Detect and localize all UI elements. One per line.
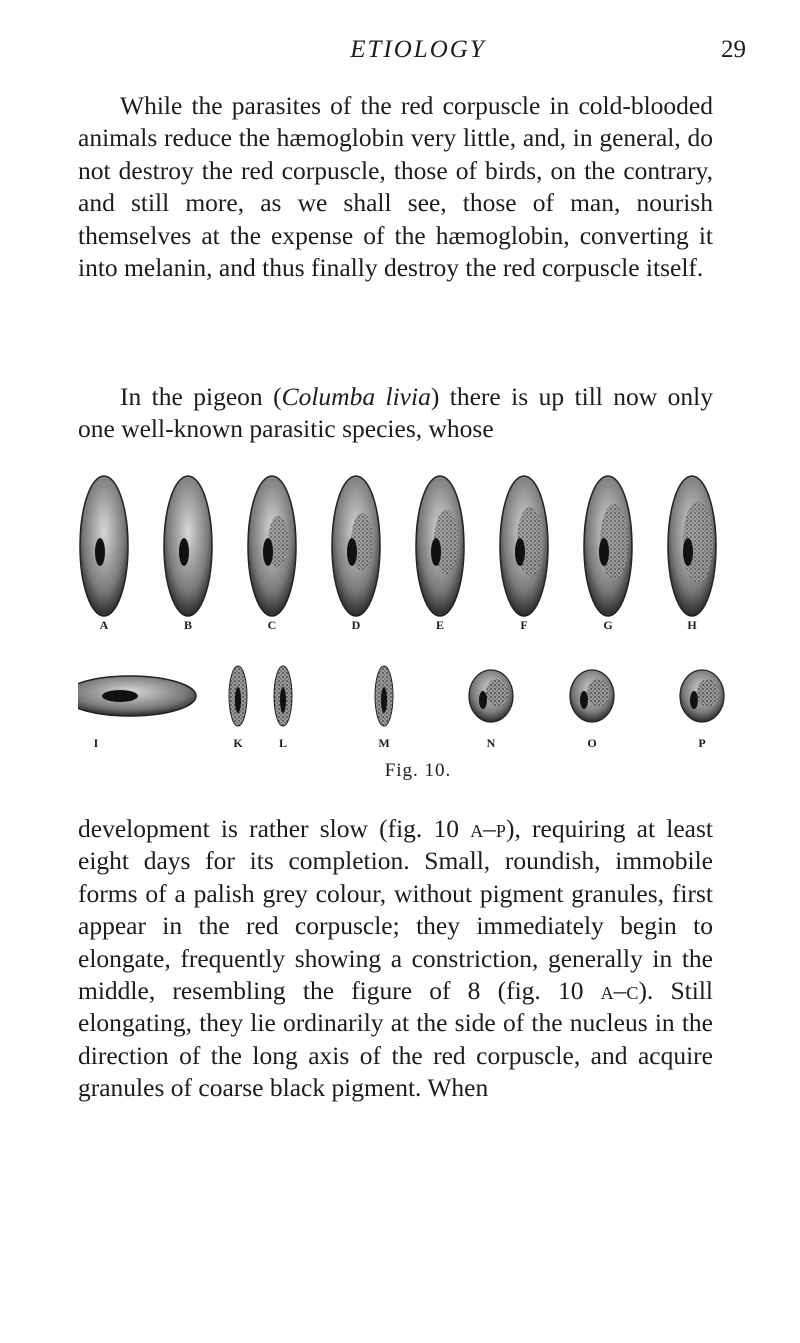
figure-label-c: C xyxy=(267,618,277,632)
paragraph-2-text-a: In the pigeon ( xyxy=(120,382,282,411)
figure-label-e: E xyxy=(435,618,444,632)
figure-label-h: H xyxy=(687,618,697,632)
species-name: Columba livia xyxy=(281,382,431,411)
paragraph-3 xyxy=(78,813,713,1105)
corpuscle-f xyxy=(500,476,548,616)
corpuscle-c xyxy=(248,476,296,616)
corpuscle-a xyxy=(80,476,128,616)
figure-caption: Fig. 10. xyxy=(384,760,452,781)
figure-label-a: A xyxy=(99,618,109,632)
figure-label-d: D xyxy=(351,618,361,632)
form-l xyxy=(274,666,292,726)
chapter-title: ETIOLOGY xyxy=(350,36,486,63)
figure-illustration xyxy=(78,468,758,758)
running-header xyxy=(78,30,758,70)
figure-label-m: M xyxy=(378,736,390,750)
paragraph-2-text-b: ) there is up till now only one well-known parasitic species, whose xyxy=(78,382,713,444)
figure-ref-2: a–c xyxy=(600,976,639,1006)
figure-label-k: K xyxy=(233,736,243,750)
figure-label-n: N xyxy=(486,736,496,750)
figure-label-o: O xyxy=(587,736,597,750)
figure-row-1 xyxy=(80,476,716,616)
paragraph-3-text-b: ), requiring at least eight days for its completion. Small, roundish, immobile forms of a palish grey colour, without pigment granules, first appear in the red corpuscle; they immediately begin to elongate, frequently showing a constriction, generally in the middle, resembling the figure of 8 (fig. 10 xyxy=(78,814,713,1006)
paragraph-2 xyxy=(78,381,713,446)
paragraph-3-text-a: development is rather slow (fig. 10 xyxy=(78,814,471,843)
corpuscle-d xyxy=(332,476,380,616)
figure-10 xyxy=(78,468,758,808)
paragraph-3-text-c: ). Still elongating, they lie ordinarily at the side of the nucleus in the direction of the long axis of the red corpuscle, and acquire granules of coarse black pigment. When xyxy=(78,976,714,1103)
corpuscle-h xyxy=(668,476,716,616)
corpuscle-b xyxy=(164,476,212,616)
figure-label-l: L xyxy=(278,736,287,750)
figure-row-2 xyxy=(78,666,724,726)
form-p xyxy=(680,670,724,722)
figure-ref-1: a–p xyxy=(470,814,506,843)
paragraph-1: While the parasites of the red corpuscle in cold-blooded animals reduce the hæmoglobin very little, and, in general, do not destroy the red corpuscle, those of birds, on the contrary, and still more, as we shall see, those of man, nourish themselves at the expense of the hæmoglobin, converting it into melanin, and thus finally destroy the red corpuscle itself. xyxy=(78,91,713,283)
corpuscle-g xyxy=(584,476,632,616)
figure-label-i: I xyxy=(93,736,99,750)
figure-label-g: G xyxy=(603,618,613,632)
figure-label-b: B xyxy=(183,618,192,632)
figure-label-f: F xyxy=(520,618,528,632)
form-n xyxy=(469,670,513,722)
form-i xyxy=(78,676,196,716)
form-o xyxy=(570,670,614,722)
corpuscle-e xyxy=(416,476,464,616)
figure-label-p: P xyxy=(698,736,706,750)
form-m xyxy=(375,666,393,726)
form-k xyxy=(229,666,247,726)
page-number: 29 xyxy=(721,36,746,63)
